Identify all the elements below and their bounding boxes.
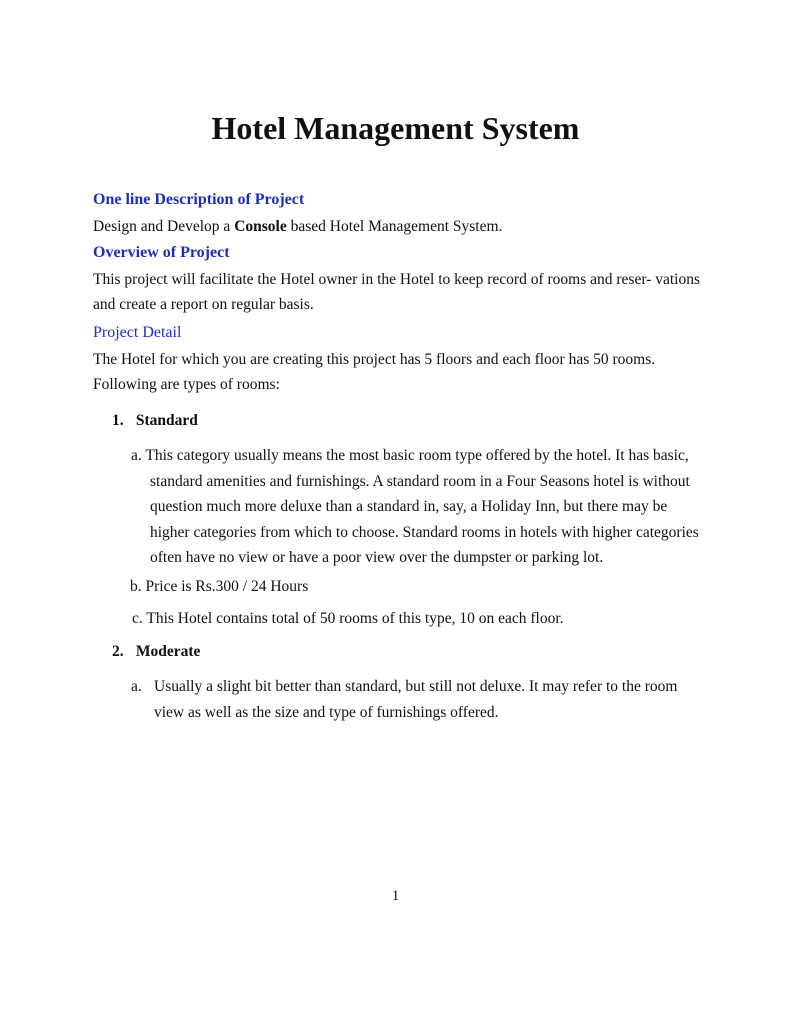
overview-line-1: This project will facilitate the Hotel owner in the Hotel to keep record of rooms and reser- vations (93, 271, 701, 288)
item-text: Usually a slight bit better than standard, but still not deluxe. It may refer to the room (154, 678, 678, 695)
document-title: Hotel Management System (211, 110, 580, 146)
overview-line-2: and create a report on regular basis. (93, 296, 314, 313)
heading-overview: Overview of Project (93, 244, 230, 261)
standard-item-b (130, 574, 308, 600)
item-marker: a. (131, 447, 142, 464)
room-type-number: 1. (112, 412, 124, 429)
item-marker: c. (132, 610, 143, 627)
heading-project-detail: Project Detail (93, 324, 182, 341)
room-type-name: Standard (135, 412, 198, 429)
room-type-name: Moderate (135, 643, 201, 660)
moderate-item-a (131, 674, 711, 725)
standard-item-a-line-5: often have no view or have a poor view over the dumpster or parking lot. (150, 549, 604, 566)
standard-item-a-line-2: standard amenities and furnishings. A standard room in a Four Seasons hotel is without (150, 472, 690, 490)
standard-item-a (131, 443, 711, 571)
moderate-item-a-line-2: view as well as the size and type of furnishings offered. (154, 703, 499, 721)
overview-text (93, 267, 713, 317)
item-text: This Hotel contains total of 50 rooms of this type, 10 on each floor. (146, 610, 564, 627)
item-text: Price is Rs.300 / 24 Hours (145, 578, 309, 595)
room-type-standard-heading (112, 410, 198, 432)
room-type-number: 2. (112, 643, 124, 660)
room-type-moderate-heading (112, 641, 200, 663)
detail-line-2: Following are types of rooms: (93, 376, 280, 393)
project-detail-text (93, 347, 713, 397)
standard-item-a-line-3: question much more deluxe than a standard in, say, a Holiday Inn, but there may be (150, 498, 668, 515)
standard-item-a-line-1 (131, 443, 711, 469)
one-line-text-bold: Console (234, 218, 287, 235)
page-number: 1 (391, 888, 400, 904)
detail-line-1: The Hotel for which you are creating this project has 5 floors and each floor has 50 rooms. (93, 351, 656, 368)
one-line-text-before: Design and Develop a (93, 218, 235, 235)
heading-one-line-description: One line Description of Project (93, 191, 305, 208)
standard-item-a-line-4: higher categories from which to choose. Standard rooms in hotels with higher categories (150, 523, 699, 541)
one-line-text-after: based Hotel Management System. (286, 218, 503, 235)
item-marker: a. (131, 678, 142, 695)
moderate-item-a-line-1 (131, 674, 711, 700)
one-line-description-text (93, 214, 713, 239)
item-text: This category usually means the most basic room type offered by the hotel. It has basic, (145, 447, 689, 464)
standard-item-c (132, 606, 564, 632)
item-marker: b. (130, 578, 142, 595)
